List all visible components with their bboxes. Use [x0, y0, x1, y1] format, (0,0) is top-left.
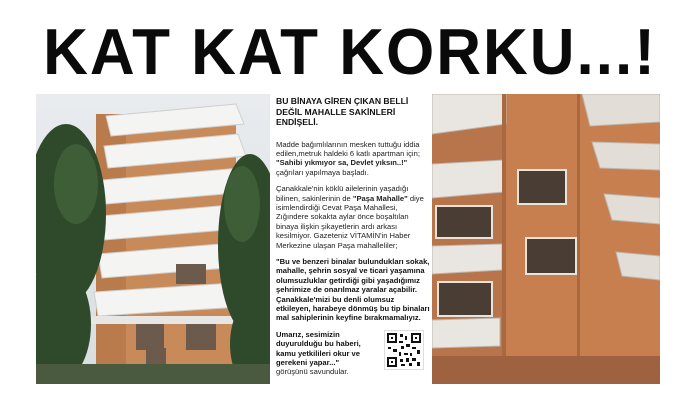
closing-tail: görüşünü savundular.: [276, 367, 349, 377]
para1-tail: çağrıları yapılmaya başladı.: [276, 167, 369, 177]
para1-quote: "Sahibi yıkmıyor sa, Devlet yıksın..!": [276, 158, 408, 168]
article-body: [276, 96, 430, 386]
para2-tail: diye isimlendirdiği Cevat Paşa Mahallesi, Zığındere sokakta aylar önce boşaltılan binaya ilişkin şikayetlerin ardı arkası kesilmiyor. Gazeteniz VİTAMİN'in Haber Merkezine ulaşan Paşa mahalleliler;: [276, 193, 424, 250]
para2-quote: "Paşa Mahalle": [352, 193, 408, 203]
apartment-photo-left: [36, 94, 270, 384]
closing-quote: Umarız, sesimizin duyurulduğu bu haberi, kamu yetkilileri okur ve gerekeni yapar...": [276, 329, 361, 368]
article-paragraph-3: "Bu ve benzeri binalar bulundukları sokak, mahalle, şehrin sosyal ve ticari yaşamına olumsuzluklar getirdiği gibi yaşadığımız şehrimize de onarılmaz yaralar açabilir. Çanakkale'mizi bu denli olumsuz etkileyen, harabeye dönmüş bu tip binaları mal sahiplerinin keyfine bırakmamalıyız.: [276, 256, 430, 323]
para1-text: Madde bağımlılarının mesken tuttuğu iddia edilen,metruk haldeki 6 katlı apartman için;: [276, 139, 420, 158]
article-paragraph-1: [276, 140, 430, 178]
article-deck: BU BİNAYA GİREN ÇIKAN BELLİ DEĞİL MAHALLE SAKİNLERİ ENDİŞELİ.: [276, 96, 409, 127]
apartment-photo-right: [432, 94, 660, 384]
para2-text: Çanakkale'nin köklü ailelerinin yaşadığı bilinen, sakinlerinin de: [276, 184, 409, 203]
article-closing: [276, 330, 430, 377]
headline: KAT KAT KORKU...!: [43, 16, 657, 89]
qr-code-icon[interactable]: [384, 330, 424, 370]
article-paragraph-2: [276, 184, 430, 250]
